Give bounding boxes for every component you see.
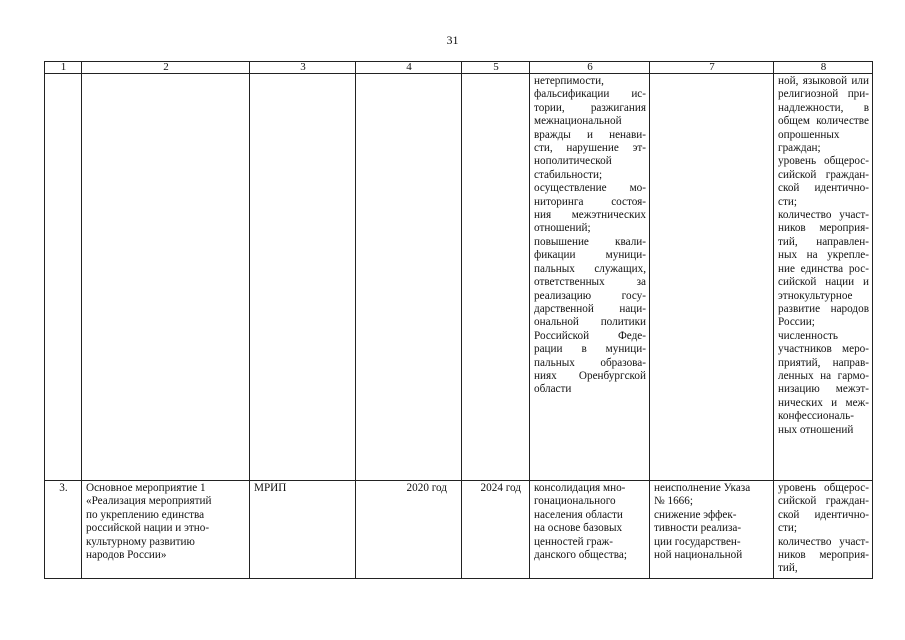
text-line: развитие народов [778, 302, 869, 315]
column-header: 5 [462, 62, 530, 74]
cell-consequences [650, 74, 774, 481]
text-line: уровень общерос- [778, 482, 869, 494]
text-line: тории, разжигания [534, 101, 646, 114]
cell-start: 2020 год [356, 481, 462, 579]
cell-end [462, 74, 530, 481]
text-line: сти; [778, 195, 797, 208]
text-line: ональной политики [534, 316, 646, 329]
text-line: гонационального [534, 495, 616, 508]
text-line: низацию межэт- [778, 383, 869, 396]
text-line: нетерпимости, [534, 75, 604, 87]
text-line: ции государствен- [654, 535, 741, 548]
cell-event [82, 74, 250, 481]
column-number-row [45, 62, 873, 74]
text-line: количество участ- [778, 535, 869, 548]
text-line: неисполнение Указа [654, 482, 751, 494]
text-line: участников меро- [778, 343, 869, 356]
cell-number [45, 74, 82, 481]
text-line: народов России» [86, 549, 167, 562]
column-header: 3 [250, 62, 356, 74]
text-line: тий, направлен- [778, 235, 869, 248]
text-line: надлежности, в [778, 101, 869, 114]
text-line: на основе базовых [534, 522, 623, 535]
text-line: рации в муници- [534, 343, 646, 356]
text-line: ниях Оренбургской [534, 369, 646, 382]
cell-executor [250, 74, 356, 481]
text-line: сти; [778, 522, 797, 535]
text-line: дарственной наци- [534, 302, 646, 315]
text-line: по укреплению единства [86, 508, 205, 521]
text-line: сийской граждан- [778, 495, 869, 508]
text-line: осуществление мо- [534, 182, 646, 195]
text-line: тий, [778, 562, 798, 575]
continuation-row [45, 74, 873, 481]
cell-number: 3. [45, 481, 82, 579]
column-header: 6 [530, 62, 650, 74]
text-line: религиозной при- [778, 88, 869, 101]
column-header: 8 [774, 62, 873, 74]
text-line: стабильности; [534, 168, 603, 181]
cell-consequences [650, 481, 774, 579]
text-line: ленных на гармо- [778, 369, 869, 382]
text-line: пальных образова- [534, 356, 646, 369]
text-line: конфессиональ- [778, 410, 854, 423]
text-line: сийской нации и [778, 276, 869, 289]
text-line: ния межэтнических [534, 209, 646, 222]
text-line: отношений; [534, 222, 591, 235]
text-line: граждан; [778, 142, 821, 155]
text-line: культурному развитию [86, 535, 195, 548]
text-line: приятий, направ- [778, 356, 869, 369]
text-line: ние единства рос- [778, 262, 869, 275]
cell-indicators [774, 74, 873, 481]
text-line: данского общества; [534, 549, 627, 562]
text-line: ных на укрепле- [778, 249, 869, 262]
program-table [44, 61, 873, 579]
text-line: ской идентично- [778, 508, 869, 521]
text-line: Основное мероприятие 1 [86, 482, 206, 494]
text-line: нополитической [534, 155, 612, 168]
cell-event [82, 481, 250, 579]
text-line: межнациональной [534, 115, 622, 128]
text-line: уровень общерос- [778, 155, 869, 168]
text-line: ников мероприя- [778, 549, 869, 562]
text-line: количество участ- [778, 209, 869, 222]
text-line: вражды и ненави- [534, 128, 646, 141]
text-line: фикации муници- [534, 249, 646, 262]
text-line: ценностей граж- [534, 535, 614, 548]
text-line: опрошенных [778, 128, 840, 141]
text-line: ответственных за [534, 276, 646, 289]
text-line: Российской Феде- [534, 329, 646, 342]
text-line: сийской граждан- [778, 168, 869, 181]
page-number: 31 [446, 33, 459, 47]
text-line: пальных служащих, [534, 262, 646, 275]
cell-start [356, 74, 462, 481]
text-line: ниторинга состоя- [534, 195, 646, 208]
text-line: российской нации и этно- [86, 522, 210, 535]
text-line: ной, языковой или [778, 75, 869, 87]
text-line: ной национальной [654, 549, 743, 562]
table-row-3 [45, 481, 873, 579]
text-line: реализацию госу- [534, 289, 646, 302]
text-line: России; [778, 316, 815, 329]
cell-expected-result [530, 74, 650, 481]
text-line: № 1666; [654, 495, 693, 508]
cell-indicators [774, 481, 873, 579]
text-line: этнокультурное [778, 289, 853, 302]
text-line: «Реализация мероприятий [86, 495, 212, 508]
cell-expected-result [530, 481, 650, 579]
column-header: 7 [650, 62, 774, 74]
cell-end: 2024 год [462, 481, 530, 579]
text-line: ской идентично- [778, 182, 869, 195]
column-header: 2 [82, 62, 250, 74]
text-line: снижение эффек- [654, 508, 737, 521]
text-line: общем количестве [778, 115, 869, 128]
text-line: повышение квали- [534, 235, 646, 248]
cell-executor: МРИП [250, 481, 356, 579]
text-line: консолидация мно- [534, 482, 626, 494]
text-line: ных отношений [778, 423, 854, 436]
column-header: 1 [45, 62, 82, 74]
text-line: сти, нарушение эт- [534, 142, 646, 155]
text-line: нических и меж- [778, 396, 869, 409]
text-line: области [534, 383, 572, 396]
column-header: 4 [356, 62, 462, 74]
text-line: ников мероприя- [778, 222, 869, 235]
text-line: населения области [534, 508, 623, 521]
text-line: численность [778, 329, 838, 342]
text-line: тивности реализа- [654, 522, 742, 535]
text-line: фальсификации ис- [534, 88, 646, 101]
